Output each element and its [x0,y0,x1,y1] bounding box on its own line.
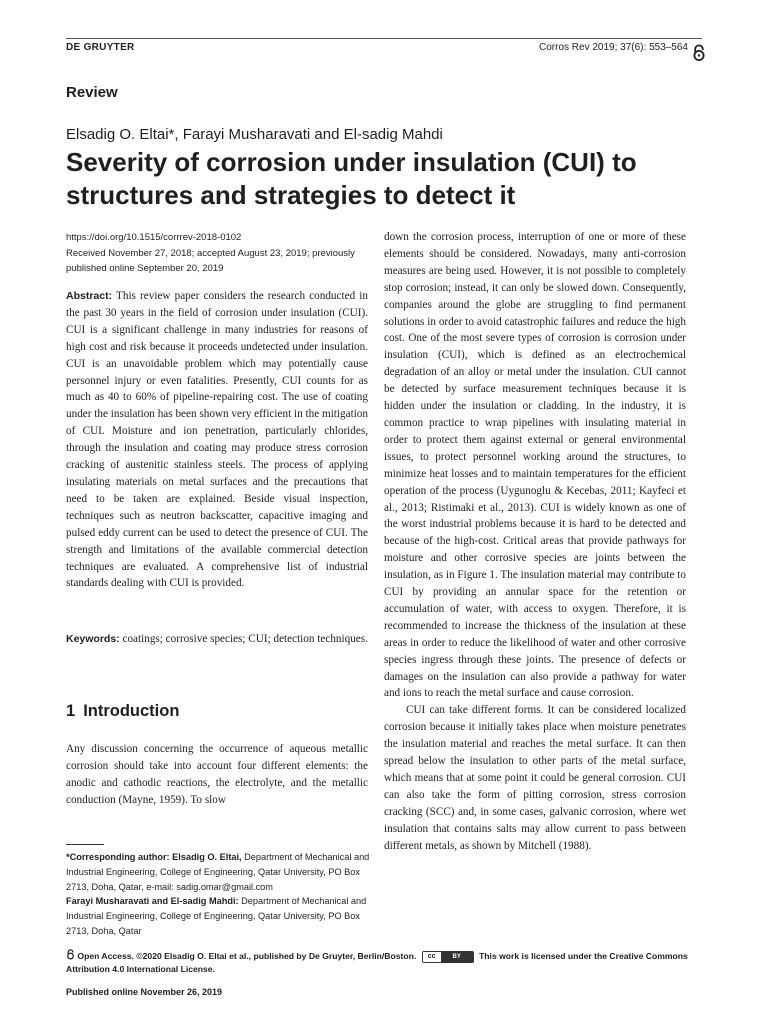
cc-by-badge[interactable] [422,951,474,963]
article-title: Severity of corrosion under insulation (CUI) to structures and strategies to detect it [66,147,637,210]
intro-paragraph-2: CUI can take different forms. It can be considered localized corrosion because it initially takes place when moisture penetrates the insulation material and reaches the metal surface. It can then spread below the insulation to other parts of the metal surface, which means that at some point it could be general corrosion. CUI can also take the form of pitting corrosion, stress corrosion cracking (SCC) and, in some cases, galvanic corrosion, where wet insulation that contains salts may allow current to pass between different metals, as shown by Mitchell (1988). [384,704,686,852]
journal-reference: Corros Rev 2019; 37(6): 553–564 [539,42,688,53]
keywords-label: Keywords: [66,633,120,645]
license-statement [66,949,706,975]
corresponding-author-affiliation: Department of Mechanical and Industrial Engineering, College of Engineering, Qatar University, PO Box 2713, Doha, Qatar, e-mail: sadig.omar@gmail.com [66,852,370,892]
intro-paragraph-left: Any discussion concerning the occurrence of aqueous metallic corrosion should take into account four different elements: the anodic and cathodic reactions, the electrolyte, and the metallic conduction (Mayne, 1959). To slow [66,743,368,806]
received-dates: Received November 27, 2018; accepted August 23, 2019; previously [66,247,355,259]
open-access-icon [692,44,706,62]
section-heading-introduction [66,702,179,721]
right-column [384,229,686,855]
abstract-text: This review paper considers the research conducted in the past 30 years in the field of corrosion under insulation (CUI). CUI is a significant challenge in many industries for reasons of high cost and risk because it proceeds undetected under insulation. CUI is an unavoidable problem which may potentially cause personnel injury or even fatalities. Presently, CUI counts for as much as 40 to 60% of pipeline-repairing cost. The use of coating under the insulation has been shown very efficient in the mitigation of CUI. Moisture and ion penetration, particularly chlorides, through the insulation and coating may produce stress corrosion cracking of austenitic stainless steels. The process of applying insulating materials on metal surfaces and the precautions that need to be taken are explained. Beside visual inspection, techniques such as neutron backscatter, capacitive imaging and pulsed eddy current can be used to detect the presence of CUI. The strength and limitations of the available commercial detection techniques are evaluated. A comprehensive list of industrial standards dealing with CUI is provided. [66,290,368,590]
author-footnote [66,850,376,939]
section-number: 1 [66,702,76,720]
intro-paragraph-1: down the corrosion process, interruption of one or more of these elements should be considered. Nowadays, many anti-corrosion measures are being used. However, it is not possible to completely stop corrosion; instead, it can only be slowed down. Consequently, companies around the globe are struggling to find permanent solutions in order to avoid catastrophic failures and reduce the high cost. One of the most severe types of corrosion is corrosion under insulation (CUI), which is defined as an electrochemical degradation of an alloy or metal under the insulation. CUI cannot be detected by surface measurement techniques because it is hidden under the insulation or cladding. In the industry, it is common practice to wrap pipelines with insulating material in order to protect them against external or general environmental issues, to protect personnel working around the structures, to minimize heat losses and to maintain temperatures for the efficient operation of the process (Uygunoglu & Kecebas, 2011; Kayfeci et al., 2013; Ristimaki et al., 2013). CUI is widely known as one of the worst industrial problems because it is hard to be detected and because of the high-cost. Critical areas that provide pathways for moisture and other corrosive species are joints between the insulation, as in Figure 1. The insulation material may contribute to CUI by providing an annular space for the retention or accumulation of water, with access to oxygen. Therefore, it is recommended to increase the thickness of the insulation at these areas in order to reduce the likelihood of water and other corrosive species ingress through these joints. The presence of defects or damages on the insulation can also provide a pathway for water and ions to reach the metal surface and cause corrosion. [384,231,686,700]
abstract [66,288,368,592]
abstract-label: Abstract: [66,290,113,302]
footnote-rule [66,844,104,845]
license-text-1: Open Access. ©2020 Elsadig O. Eltai et al., published by De Gruyter, Berlin/Boston. [77,951,417,961]
doi-link[interactable]: https://doi.org/10.1515/corrrev-2018-0102 [66,232,242,243]
cc-badge-left: cc [423,952,441,962]
article-type: Review [66,84,118,101]
header-rule [66,38,702,39]
coauthor-affiliation: Department of Mechanical and Industrial Engineering, College of Engineering, Qatar University, PO Box 2713, Doha, Qatar [66,896,367,936]
publication-date: Published online November 26, 2019 [66,987,223,997]
section-title: Introduction [83,702,180,720]
coauthor-names: Farayi Musharavati and El-sadig Mahdi: [66,896,239,907]
author-list: Elsadig O. Eltai*, Farayi Musharavati and El-sadig Mahdi [66,126,443,143]
publisher-name: DE GRUYTER [66,42,135,53]
keywords-text: coatings; corrosive species; CUI; detection techniques. [119,633,368,645]
article-metadata [66,230,376,277]
published-date: published online September 20, 2019 [66,263,224,274]
keywords [66,631,368,648]
open-access-icon [66,949,75,960]
license-text-2: This work is licensed under the Creative Commons Attribution 4.0 International License. [66,951,688,974]
cc-badge-right: BY [441,952,473,962]
corresponding-author-name: *Corresponding author: Elsadig O. Eltai, [66,852,242,862]
